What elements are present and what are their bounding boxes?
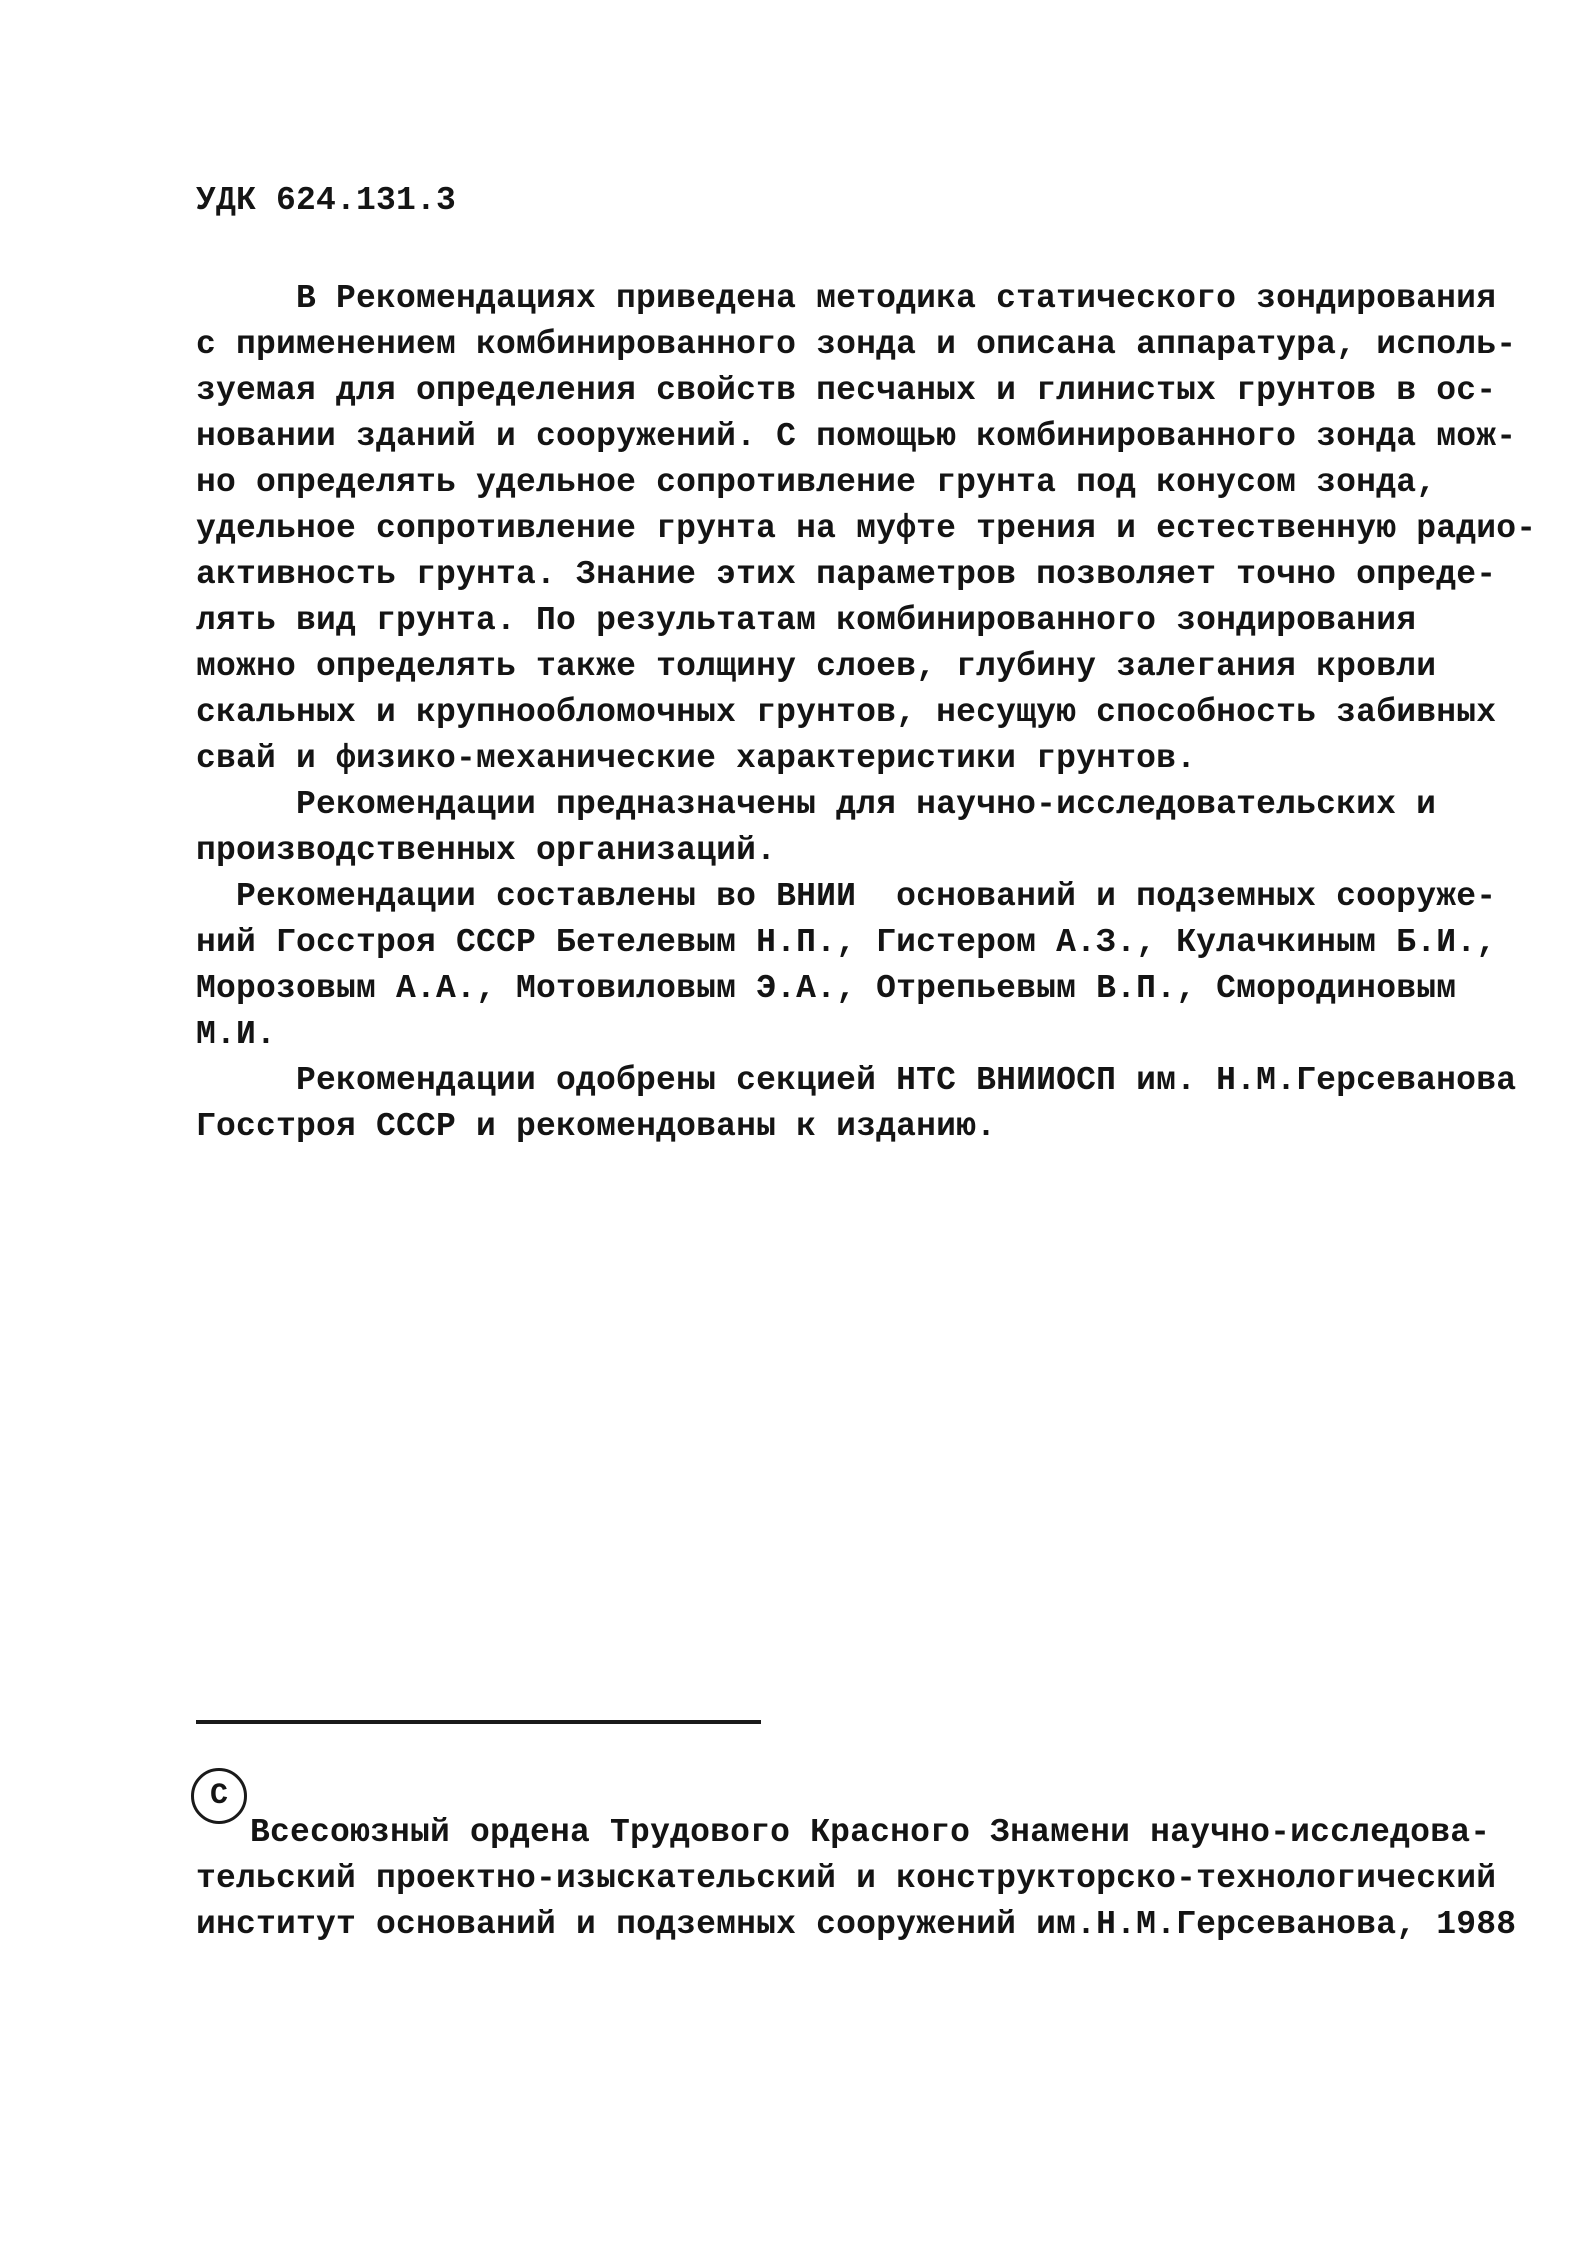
abstract-line: зуемая для определения свойств песчаных и глинистых грунтов в ос- (196, 372, 1497, 409)
copyright-line: тельский проектно-изыскательский и конструкторско-технологический (196, 1860, 1497, 1897)
copyright-line: Всесоюзный ордена Трудового Красного Знамени научно-исследова- (250, 1814, 1491, 1851)
abstract-line: новании зданий и сооружений. С помощью комбинированного зонда мож- (196, 418, 1517, 455)
approval-line: Госстроя СССР и рекомендованы к изданию. (196, 1108, 997, 1145)
abstract-line: активность грунта. Знание этих параметров позволяет точно опреде- (196, 556, 1497, 593)
purpose-line: производственных организаций. (196, 832, 777, 869)
authors-line: ний Госстроя СССР Бетелевым Н.П., Гистером А.З., Кулачкиным Б.И., (196, 924, 1497, 961)
footnote-divider (196, 1720, 761, 1724)
udk-code: УДК 624.131.3 (196, 182, 457, 219)
purpose-line: Рекомендации предназначены для научно-исследовательских и (296, 786, 1437, 823)
copyright-line: институт оснований и подземных сооружений им.Н.М.Герсеванова, 1988 (196, 1906, 1517, 1943)
abstract-line: В Рекомендациях приведена методика статического зондирования (296, 280, 1497, 317)
approval-line: Рекомендации одобрены секцией НТС ВНИИОСП им. Н.М.Герсеванова (296, 1062, 1517, 1099)
authors-line: Рекомендации составлены во ВНИИ оснований и подземных сооруже- (236, 878, 1497, 915)
abstract-line: свай и физико-механические характеристики грунтов. (196, 740, 1197, 777)
authors-line: М.И. (196, 1016, 277, 1053)
abstract-line: с применением комбинированного зонда и описана аппаратура, исполь- (196, 326, 1517, 363)
abstract-line: удельное сопротивление грунта на муфте трения и естественную радио- (196, 510, 1537, 547)
copyright-icon (191, 1768, 247, 1824)
abstract-line: лять вид грунта. По результатам комбинированного зондирования (196, 602, 1417, 639)
abstract-line: скальных и крупнообломочных грунтов, несущую способность забивных (196, 694, 1497, 731)
abstract-line: можно определять также толщину слоев, глубину залегания кровли (196, 648, 1437, 685)
authors-line: Морозовым А.А., Мотовиловым Э.А., Отрепьевым В.П., Смородиновым (196, 970, 1457, 1007)
abstract-line: но определять удельное сопротивление грунта под конусом зонда, (196, 464, 1437, 501)
copyright-symbol: С (209, 1779, 228, 1813)
